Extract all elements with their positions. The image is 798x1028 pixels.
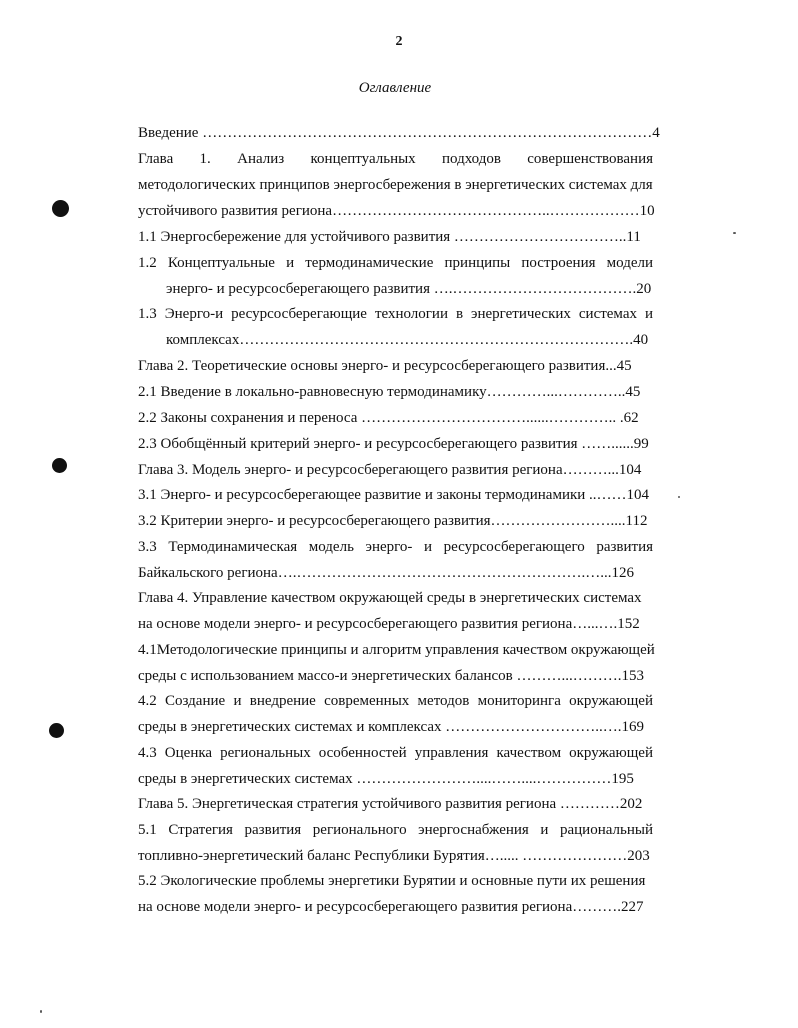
scan-speck <box>733 232 736 234</box>
punch-hole-mark <box>52 458 67 473</box>
toc-section-3-3-line-2: Байкальского региона….………………………………………………….…...126 <box>138 565 634 581</box>
toc-section-1-1: 1.1 Энергосбережение для устойчивого развития ……………………………..11 <box>138 229 641 245</box>
toc-section-3-3-line-1: 3.3 Термодинамическая модель энерго- и ресурсосберегающего развития <box>138 539 653 555</box>
toc-section-5-2-line-2: на основе модели энерго- и ресурсосберегающего развития региона……….227 <box>138 899 644 915</box>
toc-section-4-1-line-2: среды с использованием массо-и энергетических балансов ………...……….153 <box>138 668 644 684</box>
toc-chapter-4-line-1: Глава 4. Управление качеством окружающей среды в энергетических системах <box>138 590 642 606</box>
toc-section-4-3-line-1: 4.3 Оценка региональных особенностей управления качеством окружающей <box>138 745 653 761</box>
page-number: 2 <box>395 34 403 49</box>
toc-section-4-3-line-2: среды в энергетических системах ……………………....……....……………195 <box>138 771 634 787</box>
toc-chapter-5: Глава 5. Энергетическая стратегия устойчивого развития региона …………202 <box>138 796 643 812</box>
toc-title: Оглавление <box>358 80 432 96</box>
toc-introduction: Введение ………………………………………………………………………………4 <box>138 125 660 141</box>
toc-section-4-2-line-2: среды в энергетических системах и комплексах …………………………..….169 <box>138 719 644 735</box>
toc-chapter-2: Глава 2. Теоретические основы энерго- и ресурсосберегающего развития...45 <box>138 358 632 374</box>
toc-chapter-1-line-3: устойчивого развития региона……………………………………..………………10 <box>138 203 655 219</box>
toc-section-2-1: 2.1 Введение в локально-равновесную термодинамику…………...…………..45 <box>138 384 641 400</box>
toc-section-1-3-line-1: 1.3 Энерго-и ресурсосберегающие технологии в энергетических системах и <box>138 306 653 322</box>
toc-section-2-3: 2.3 Обобщённый критерий энерго- и ресурсосберегающего развития ……......99 <box>138 436 649 452</box>
toc-section-3-1: 3.1 Энерго- и ресурсосберегающее развитие и законы термодинамики ..……104 <box>138 487 650 503</box>
toc-section-1-3-line-2: комплексах…………………………………………………………………….40 <box>166 332 649 348</box>
toc-chapter-1-line-2: методологических принципов энергосбережения в энергетических системах для <box>138 177 653 193</box>
scan-speck <box>678 496 680 498</box>
toc-section-1-2-line-2: энерго- и ресурсосберегающего развития ….……………………………….20 <box>166 281 652 297</box>
punch-hole-mark <box>49 723 64 738</box>
toc-section-5-1-line-2: топливно-энергетический баланс Республики Бурятия…..... …………………203 <box>138 848 650 864</box>
toc-section-5-1-line-1: 5.1 Стратегия развития регионального энергоснабжения и рациональный <box>138 822 653 838</box>
toc-section-4-1-line-1: 4.1Методологические принципы и алгоритм управления качеством окружающей <box>138 642 655 658</box>
scan-speck <box>40 1010 42 1013</box>
toc-chapter-4-line-2: на основе модели энерго- и ресурсосберегающего развития региона…...….152 <box>138 616 640 632</box>
toc-section-4-2-line-1: 4.2 Создание и внедрение современных методов мониторинга окружающей <box>138 693 653 709</box>
toc-chapter-3: Глава 3. Модель энерго- и ресурсосберегающего развития региона………...104 <box>138 462 642 478</box>
toc-section-3-2: 3.2 Критерии энерго- и ресурсосберегающего развития……………………....112 <box>138 513 648 529</box>
punch-hole-mark <box>52 200 69 217</box>
toc-chapter-1-line-1: Глава 1. Анализ концептуальных подходов совершенствования <box>138 151 653 167</box>
toc-section-1-2-line-1: 1.2 Концептуальные и термодинамические принципы построения модели <box>138 255 653 271</box>
toc-section-5-2-line-1: 5.2 Экологические проблемы энергетики Бурятии и основные пути их решения <box>138 873 646 889</box>
toc-section-2-2: 2.2 Законы сохранения и переноса ……………………………......………….. .62 <box>138 410 639 426</box>
